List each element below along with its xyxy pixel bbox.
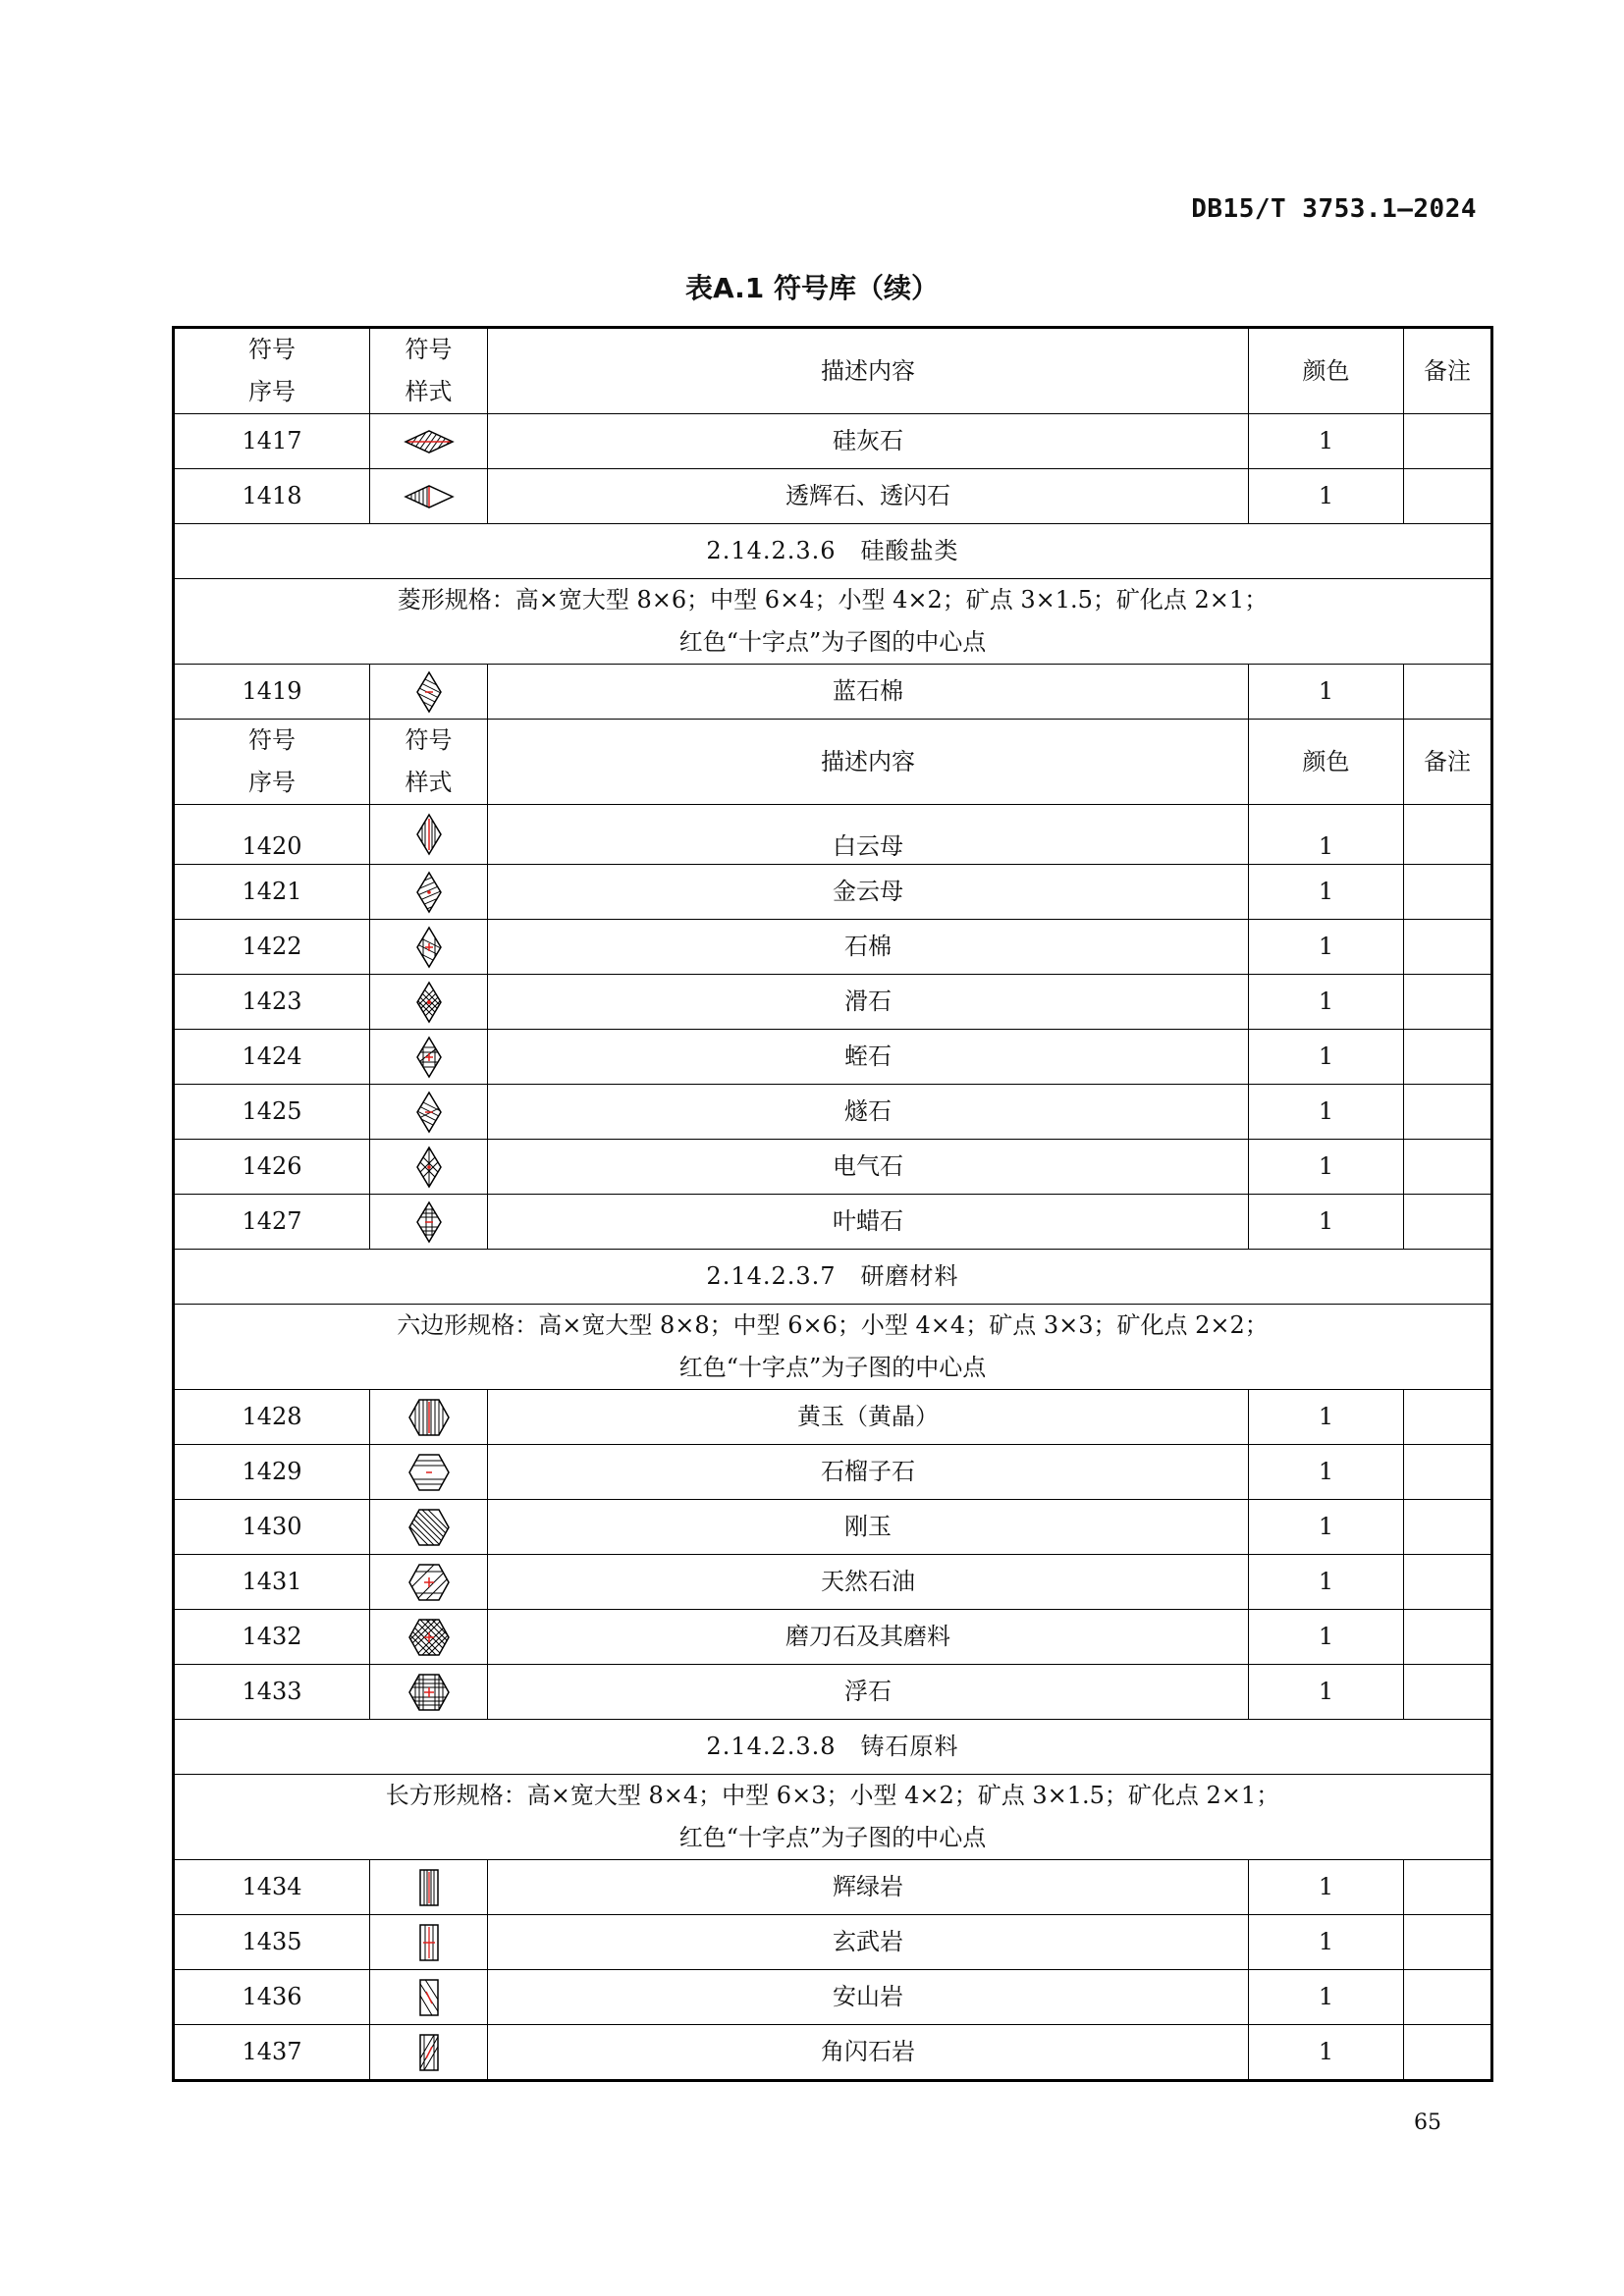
symbol-number: 1423 [174, 975, 370, 1030]
symbol-style-cell [370, 1140, 488, 1195]
symbol-description: 白云母 [488, 805, 1249, 865]
symbol-number: 1417 [174, 414, 370, 469]
header-text: 符号 [248, 336, 296, 363]
section-spec [174, 1775, 1492, 1860]
symbol-remarks [1404, 1500, 1492, 1555]
symbol-description: 硅灰石 [488, 414, 1249, 469]
section-spec-row [174, 579, 1492, 665]
symbol-remarks [1404, 1860, 1492, 1915]
symbol-style-cell [370, 469, 488, 524]
header-symbol-style [370, 720, 488, 805]
symbol-number: 1433 [174, 1665, 370, 1720]
table-header-row [174, 328, 1492, 414]
header-symbol-number [174, 328, 370, 414]
header-text: 序号 [248, 378, 296, 405]
symbol-number: 1420 [174, 805, 370, 865]
symbol-remarks [1404, 865, 1492, 920]
header-remarks: 备注 [1404, 720, 1492, 805]
symbol-style-cell [370, 1195, 488, 1250]
symbol-style-cell [370, 1085, 488, 1140]
symbol-number: 1418 [174, 469, 370, 524]
table-row [174, 805, 1492, 865]
symbol-number: 1419 [174, 665, 370, 720]
header-text: 符号 [405, 336, 453, 363]
horizontal-lined-hexagon-icon [407, 1452, 451, 1493]
symbol-description: 电气石 [488, 1140, 1249, 1195]
symbol-remarks [1404, 1610, 1492, 1665]
diagonal-hatched-diamond-icon [415, 871, 443, 914]
symbol-remarks [1404, 414, 1492, 469]
diagonal-lined-rectangle-icon [418, 1978, 440, 2017]
table-row [174, 1500, 1492, 1555]
header-description: 描述内容 [488, 328, 1249, 414]
section-heading: 2.14.2.3.6 硅酸盐类 [174, 524, 1492, 579]
symbol-color: 1 [1249, 2025, 1404, 2081]
symbol-style-cell [370, 1970, 488, 2025]
symbol-description: 燧石 [488, 1085, 1249, 1140]
symbol-remarks [1404, 805, 1492, 865]
document-id: DB15/T 3753.1—2024 [1191, 194, 1477, 224]
mixed-hatched-diamond-icon [415, 1091, 443, 1134]
symbol-color: 1 [1249, 1860, 1404, 1915]
table-row [174, 2025, 1492, 2081]
spec-line: 菱形规格：高×宽大型 8×6；中型 6×4；小型 4×2；矿点 3×1.5；矿化点 2×1； [397, 586, 1269, 614]
spec-line: 红色“十字点”为子图的中心点 [678, 1354, 987, 1381]
table-row [174, 1665, 1492, 1720]
vertical-lined-hexagon-icon [407, 1397, 451, 1438]
table-row [174, 920, 1492, 975]
header-symbol-style [370, 328, 488, 414]
symbol-style-cell [370, 1555, 488, 1610]
symbol-remarks [1404, 1390, 1492, 1445]
symbol-remarks [1404, 1555, 1492, 1610]
symbol-remarks [1404, 975, 1492, 1030]
vertical-lined-rectangle-red-icon [418, 1923, 440, 1962]
symbol-remarks [1404, 1665, 1492, 1720]
symbol-color: 1 [1249, 865, 1404, 920]
header-remarks: 备注 [1404, 328, 1492, 414]
dense-hatched-diamond-icon [415, 981, 443, 1024]
table-row [174, 665, 1492, 720]
table-row [174, 469, 1492, 524]
vertical-lined-rectangle-icon [418, 1868, 440, 1907]
section-heading-row [174, 1720, 1492, 1775]
symbol-description: 浮石 [488, 1665, 1249, 1720]
symbol-description: 黄玉（黄晶） [488, 1390, 1249, 1445]
spec-line: 红色“十字点”为子图的中心点 [678, 628, 987, 656]
symbol-style-cell [370, 1500, 488, 1555]
hatched-diamond-icon [415, 670, 443, 714]
table-row [174, 414, 1492, 469]
grid-hexagon-icon [407, 1672, 451, 1713]
symbol-style-cell [370, 975, 488, 1030]
table-row [174, 1085, 1492, 1140]
symbol-remarks [1404, 1030, 1492, 1085]
section-spec-row [174, 1775, 1492, 1860]
spec-line: 红色“十字点”为子图的中心点 [678, 1824, 987, 1851]
symbol-description: 安山岩 [488, 1970, 1249, 2025]
symbol-style-cell [370, 805, 488, 865]
symbol-color: 1 [1249, 1610, 1404, 1665]
table-row [174, 1555, 1492, 1610]
symbol-remarks [1404, 1195, 1492, 1250]
symbol-remarks [1404, 1085, 1492, 1140]
cross-hatched-diamond-icon [415, 926, 443, 969]
symbol-number: 1425 [174, 1085, 370, 1140]
spec-line: 长方形规格：高×宽大型 8×4；中型 6×3；小型 4×2；矿点 3×1.5；矿化点 2×1； [385, 1782, 1280, 1809]
header-symbol-number [174, 720, 370, 805]
symbol-description: 石棉 [488, 920, 1249, 975]
dense-hexagon-icon [407, 1617, 451, 1658]
vertical-lined-diamond-icon [415, 813, 443, 856]
symbol-color: 1 [1249, 1390, 1404, 1445]
section-spec-row [174, 1305, 1492, 1390]
symbol-color: 1 [1249, 805, 1404, 865]
x-hatched-diamond-icon [415, 1146, 443, 1189]
table-row [174, 1140, 1492, 1195]
horizontal-hatched-diamond-icon [415, 1201, 443, 1244]
symbol-remarks [1404, 1970, 1492, 2025]
symbol-description: 金云母 [488, 865, 1249, 920]
table-row [174, 1390, 1492, 1445]
table-title: 表A.1 符号库（续） [684, 272, 940, 304]
table-header-row [174, 720, 1492, 805]
symbol-table [172, 326, 1493, 2082]
symbol-description: 磨刀石及其磨料 [488, 1610, 1249, 1665]
symbol-style-cell [370, 1860, 488, 1915]
symbol-remarks [1404, 1140, 1492, 1195]
section-spec [174, 579, 1492, 665]
symbol-style-cell [370, 665, 488, 720]
spec-line: 六边形规格：高×宽大型 8×8；中型 6×6；小型 4×4；矿点 3×3；矿化点 2×2； [397, 1311, 1269, 1339]
header-color: 颜色 [1249, 328, 1404, 414]
table-row [174, 1860, 1492, 1915]
table-row [174, 1915, 1492, 1970]
section-heading: 2.14.2.3.8 铸石原料 [174, 1720, 1492, 1775]
header-description: 描述内容 [488, 720, 1249, 805]
symbol-number: 1421 [174, 865, 370, 920]
diagonal-lined-hexagon-icon [407, 1507, 451, 1548]
symbol-description: 透辉石、透闪石 [488, 469, 1249, 524]
symbol-number: 1427 [174, 1195, 370, 1250]
table-row [174, 1970, 1492, 2025]
symbol-color: 1 [1249, 1500, 1404, 1555]
section-heading-row [174, 524, 1492, 579]
symbol-number: 1426 [174, 1140, 370, 1195]
symbol-description: 石榴子石 [488, 1445, 1249, 1500]
symbol-color: 1 [1249, 1085, 1404, 1140]
header-text: 符号 [405, 726, 453, 754]
symbol-number: 1431 [174, 1555, 370, 1610]
symbol-color: 1 [1249, 1195, 1404, 1250]
table-row [174, 865, 1492, 920]
symbol-description: 玄武岩 [488, 1915, 1249, 1970]
symbol-remarks [1404, 469, 1492, 524]
symbol-number: 1424 [174, 1030, 370, 1085]
symbol-remarks [1404, 2025, 1492, 2081]
header-color: 颜色 [1249, 720, 1404, 805]
symbol-number: 1422 [174, 920, 370, 975]
symbol-color: 1 [1249, 665, 1404, 720]
symbol-description: 天然石油 [488, 1555, 1249, 1610]
symbol-style-cell [370, 1030, 488, 1085]
symbol-style-cell [370, 1445, 488, 1500]
symbol-color: 1 [1249, 920, 1404, 975]
symbol-number: 1434 [174, 1860, 370, 1915]
symbol-color: 1 [1249, 1445, 1404, 1500]
symbol-number: 1432 [174, 1610, 370, 1665]
symbol-number: 1430 [174, 1500, 370, 1555]
symbol-color: 1 [1249, 1665, 1404, 1720]
symbol-remarks [1404, 920, 1492, 975]
symbol-style-cell [370, 1915, 488, 1970]
symbol-style-cell [370, 920, 488, 975]
symbol-number: 1428 [174, 1390, 370, 1445]
symbol-description: 叶蜡石 [488, 1195, 1249, 1250]
symbol-style-cell [370, 865, 488, 920]
header-text: 符号 [248, 726, 296, 754]
symbol-color: 1 [1249, 975, 1404, 1030]
table-row [174, 1445, 1492, 1500]
cross-diagonal-rectangle-icon [418, 2033, 440, 2072]
section-heading: 2.14.2.3.7 研磨材料 [174, 1250, 1492, 1305]
header-text: 序号 [248, 769, 296, 796]
symbol-description: 蛭石 [488, 1030, 1249, 1085]
symbol-remarks [1404, 1915, 1492, 1970]
symbol-description: 辉绿岩 [488, 1860, 1249, 1915]
symbol-remarks [1404, 1445, 1492, 1500]
symbol-description: 角闪石岩 [488, 2025, 1249, 2081]
symbol-style-cell [370, 414, 488, 469]
cross-lined-hexagon-icon [407, 1562, 451, 1603]
page-number: 65 [1414, 2110, 1441, 2135]
symbol-style-cell [370, 2025, 488, 2081]
table-row [174, 1610, 1492, 1665]
symbol-color: 1 [1249, 1555, 1404, 1610]
symbol-number: 1429 [174, 1445, 370, 1500]
symbol-color: 1 [1249, 1915, 1404, 1970]
symbol-style-cell [370, 1610, 488, 1665]
symbol-description: 蓝石棉 [488, 665, 1249, 720]
symbol-style-cell [370, 1390, 488, 1445]
symbol-remarks [1404, 665, 1492, 720]
section-heading-row [174, 1250, 1492, 1305]
symbol-color: 1 [1249, 1140, 1404, 1195]
symbol-color: 1 [1249, 1030, 1404, 1085]
header-text: 样式 [405, 378, 453, 405]
symbol-number: 1435 [174, 1915, 370, 1970]
hatched-wide-diamond-icon [404, 428, 455, 455]
symbol-color: 1 [1249, 469, 1404, 524]
split-wide-diamond-icon [404, 483, 455, 510]
symbol-style-cell [370, 1665, 488, 1720]
table-row [174, 975, 1492, 1030]
grid-hatched-diamond-icon [415, 1036, 443, 1079]
symbol-color: 1 [1249, 1970, 1404, 2025]
table-row [174, 1195, 1492, 1250]
header-text: 样式 [405, 769, 453, 796]
section-spec [174, 1305, 1492, 1390]
symbol-number: 1437 [174, 2025, 370, 2081]
symbol-description: 刚玉 [488, 1500, 1249, 1555]
table-row [174, 1030, 1492, 1085]
symbol-description: 滑石 [488, 975, 1249, 1030]
symbol-number: 1436 [174, 1970, 370, 2025]
symbol-color: 1 [1249, 414, 1404, 469]
